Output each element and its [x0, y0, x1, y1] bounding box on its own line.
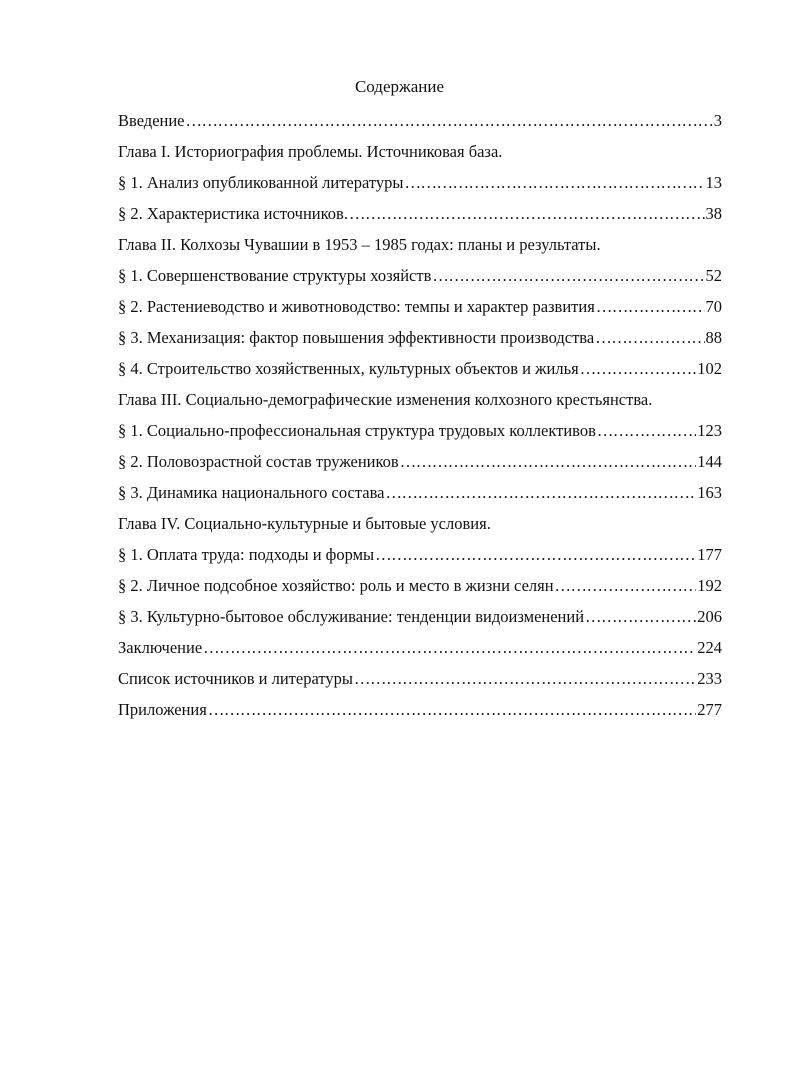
toc-entry-label: Глава III. Социально-демографические изменения колхозного крестьянства. — [118, 390, 653, 409]
toc-entry-label: Введение — [118, 111, 185, 130]
toc-entry — [118, 111, 722, 142]
toc-page-number: 192 — [697, 576, 722, 595]
toc-entry-label: Глава I. Историография проблемы. Источниковая база. — [118, 142, 503, 161]
dot-leader — [595, 328, 704, 348]
toc-entry — [118, 421, 722, 452]
toc-page-number: 233 — [697, 669, 722, 688]
toc-entry-label: § 3. Культурно-бытовое обслуживание: тенденции видоизменений — [118, 607, 585, 626]
dot-leader — [404, 173, 704, 193]
toc-page-number: 70 — [705, 297, 722, 316]
toc-entry — [118, 607, 722, 638]
dot-leader — [585, 607, 696, 627]
toc-page-number: 38 — [705, 204, 722, 223]
toc-entry-label: § 1. Оплата труда: подходы и формы — [118, 545, 375, 564]
toc-entry — [118, 483, 722, 514]
toc-entry — [118, 638, 722, 669]
toc-entry — [118, 204, 722, 235]
toc-entry — [118, 576, 722, 607]
toc-entry-label: § 3. Механизация: фактор повышения эффективности производства — [118, 328, 595, 347]
dot-leader — [555, 576, 697, 596]
toc-page-number: 163 — [697, 483, 722, 502]
toc-entry — [118, 297, 722, 328]
toc-entry-label: § 3. Динамика национального состава — [118, 483, 385, 502]
dot-leader — [354, 669, 696, 689]
dot-leader — [208, 700, 696, 720]
toc-entry-label: § 4. Строительство хозяйственных, культурных объектов и жилья — [118, 359, 579, 378]
toc-page-number: 277 — [697, 700, 722, 719]
toc-page-number: 206 — [697, 607, 722, 626]
toc-entry-label: Приложения — [118, 700, 207, 719]
dot-leader — [432, 266, 704, 286]
toc-entry-label: Список источников и литературы — [118, 669, 353, 688]
toc-entry — [118, 266, 722, 297]
toc-entry — [118, 545, 722, 576]
toc-page-number: 3 — [713, 111, 722, 130]
toc-chapter-heading — [118, 514, 722, 545]
toc-entry-label: Заключение — [118, 638, 203, 657]
toc-chapter-heading — [118, 390, 722, 421]
toc-page-number: 13 — [705, 173, 722, 192]
toc-chapter-heading — [118, 235, 722, 266]
dot-leader — [597, 421, 696, 441]
toc-page-number: 224 — [697, 638, 722, 657]
toc-entry — [118, 700, 722, 731]
toc-entry — [118, 173, 722, 204]
dot-leader — [580, 359, 697, 379]
toc-page-number: 102 — [697, 359, 722, 378]
toc-title: Содержание — [354, 77, 445, 96]
toc-page-number: 52 — [705, 266, 722, 285]
dot-leader — [203, 638, 696, 658]
toc-page-number: 144 — [697, 452, 722, 471]
dot-leader — [349, 204, 705, 224]
toc-entry-label: § 2. Характеристика источников. — [118, 204, 348, 223]
dot-leader — [385, 483, 696, 503]
toc-chapter-heading — [118, 142, 722, 173]
dot-leader — [186, 111, 713, 131]
toc-entry — [118, 452, 722, 483]
toc-list — [118, 111, 722, 731]
toc-entry-label: Глава IV. Социально-культурные и бытовые условия. — [118, 514, 491, 533]
toc-page-number: 88 — [705, 328, 722, 347]
toc-entry-label: § 1. Анализ опубликованной литературы — [118, 173, 404, 192]
toc-entry-label: § 1. Социально-профессиональная структура трудовых коллективов — [118, 421, 596, 440]
toc-entry-label: § 2. Личное подсобное хозяйство: роль и место в жизни селян — [118, 576, 554, 595]
dot-leader — [596, 297, 705, 317]
toc-entry-label: § 2. Растениеводство и животноводство: темпы и характер развития — [118, 297, 595, 316]
toc-entry — [118, 669, 722, 700]
toc-entry — [118, 359, 722, 390]
toc-entry-label: § 1. Совершенствование структуры хозяйств — [118, 266, 432, 285]
toc-page-number: 177 — [697, 545, 722, 564]
toc-page-number: 123 — [697, 421, 722, 440]
toc-entry-label: § 2. Половозрастной состав тружеников — [118, 452, 399, 471]
dot-leader — [400, 452, 697, 472]
toc-entry-label: Глава II. Колхозы Чувашии в 1953 – 1985 годах: планы и результаты. — [118, 235, 601, 254]
toc-entry — [118, 328, 722, 359]
dot-leader — [375, 545, 696, 565]
